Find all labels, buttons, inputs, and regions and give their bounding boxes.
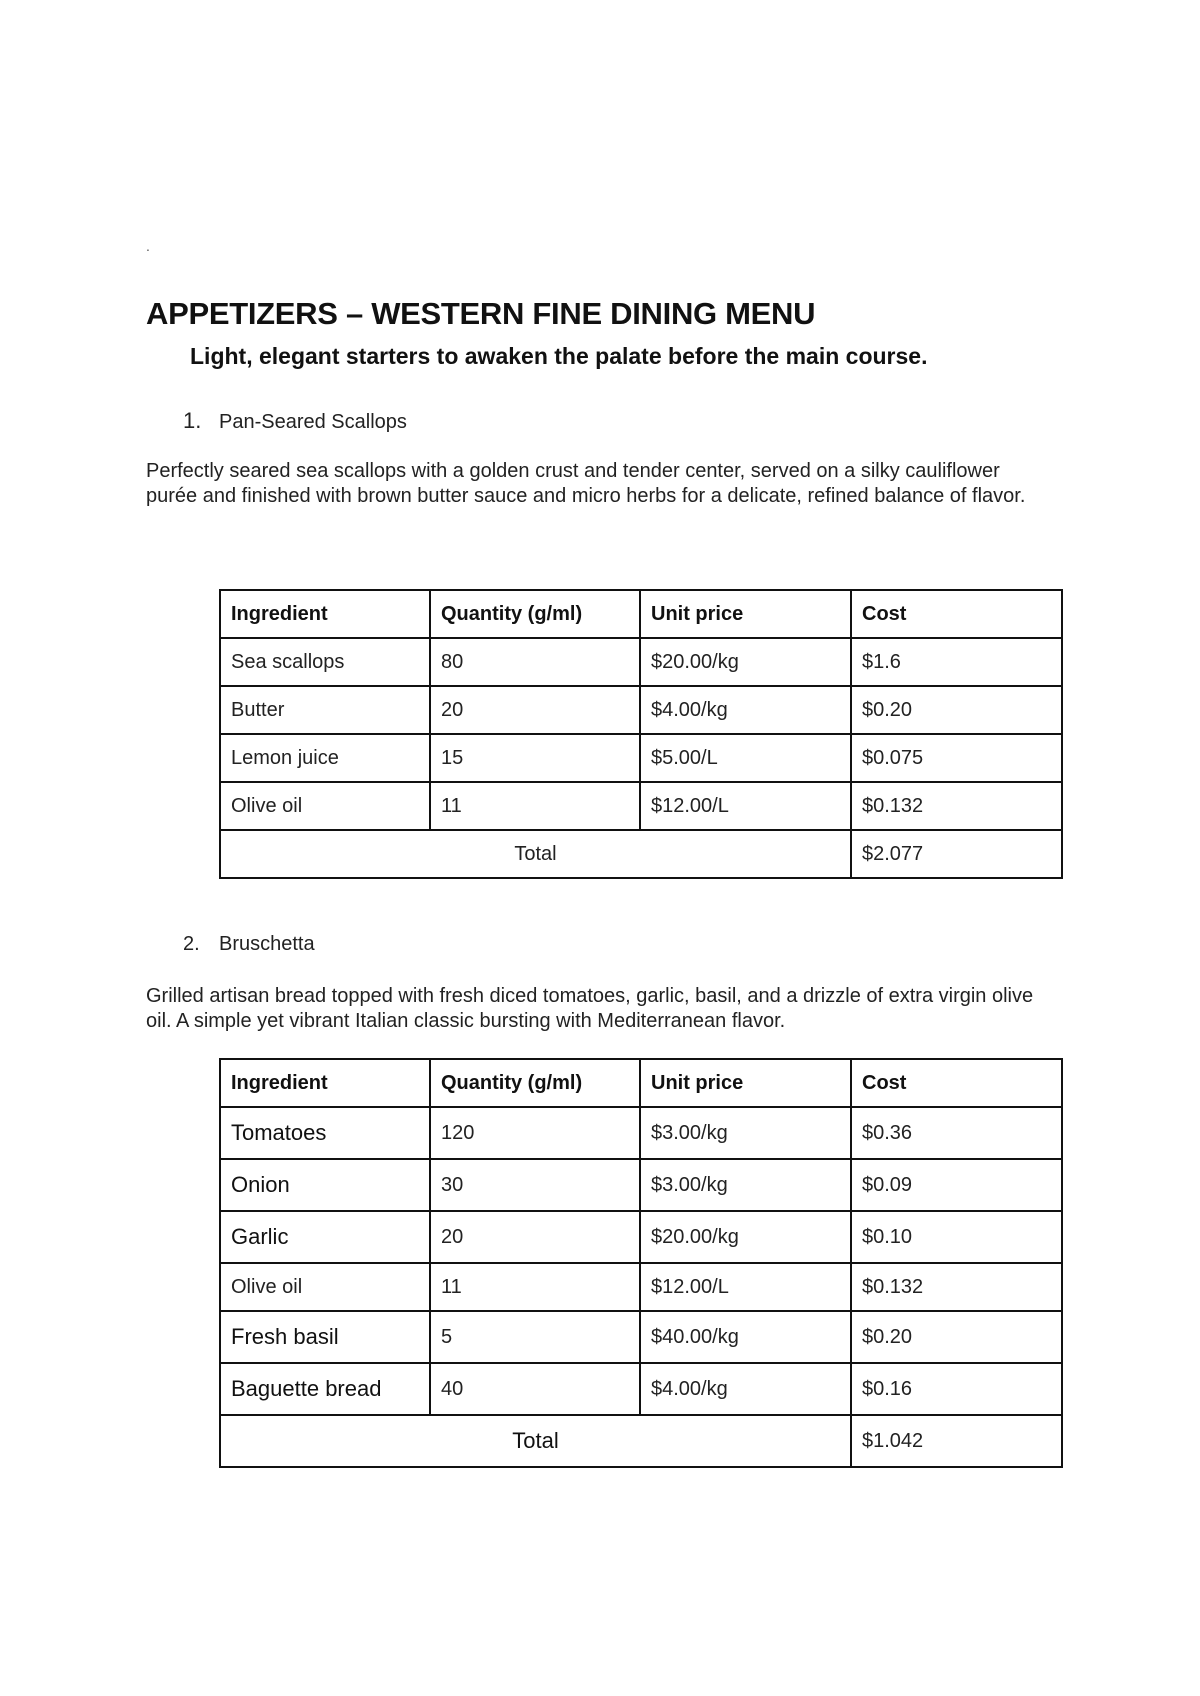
quantity-cell: 5 (430, 1311, 640, 1363)
table-row (220, 638, 1062, 686)
unit-price-cell: $3.00/kg (640, 1107, 851, 1159)
page-title: APPETIZERS – WESTERN FINE DINING MENU (146, 296, 816, 331)
table-row (220, 686, 1062, 734)
cost-cell: $0.132 (851, 782, 1062, 830)
header-cell: Ingredient (220, 590, 430, 638)
header-cell: Quantity (g/ml) (430, 1059, 640, 1107)
cost-cell: $0.09 (851, 1159, 1062, 1211)
table-header-row (220, 590, 1062, 638)
quantity-cell: 80 (430, 638, 640, 686)
quantity-cell: 11 (430, 782, 640, 830)
table-header-row (220, 1059, 1062, 1107)
unit-price-cell: $3.00/kg (640, 1159, 851, 1211)
quantity-cell: 20 (430, 686, 640, 734)
unit-price-cell: $20.00/kg (640, 638, 851, 686)
cost-table-2 (219, 1058, 1063, 1468)
cost-table-1 (219, 589, 1063, 879)
ingredient-cell: Tomatoes (220, 1107, 430, 1159)
quantity-cell: 40 (430, 1363, 640, 1415)
cost-cell: $0.132 (851, 1263, 1062, 1311)
unit-price-cell: $5.00/L (640, 734, 851, 782)
header-cell: Cost (851, 590, 1062, 638)
ingredient-cell: Sea scallops (220, 638, 430, 686)
unit-price-cell: $12.00/L (640, 1263, 851, 1311)
stray-dot: . (146, 238, 150, 254)
ingredient-cell: Butter (220, 686, 430, 734)
header-cell: Ingredient (220, 1059, 430, 1107)
unit-price-cell: $12.00/L (640, 782, 851, 830)
ingredient-cell: Fresh basil (220, 1311, 430, 1363)
table-row (220, 734, 1062, 782)
ingredient-cell: Garlic (220, 1211, 430, 1263)
total-label: Total (220, 1415, 851, 1467)
ingredient-cell: Olive oil (220, 782, 430, 830)
table-total-row (220, 1415, 1062, 1467)
unit-price-cell: $40.00/kg (640, 1311, 851, 1363)
item-name: Pan-Seared Scallops (219, 411, 407, 433)
ingredient-cell: Olive oil (220, 1263, 430, 1311)
unit-price-cell: $4.00/kg (640, 1363, 851, 1415)
cost-cell: $0.16 (851, 1363, 1062, 1415)
header-cell: Cost (851, 1059, 1062, 1107)
table-row (220, 1263, 1062, 1311)
table-row (220, 1311, 1062, 1363)
ingredient-cell: Lemon juice (220, 734, 430, 782)
quantity-cell: 15 (430, 734, 640, 782)
table-row (220, 1363, 1062, 1415)
table-total-row (220, 830, 1062, 878)
item-number: 2. (183, 933, 200, 955)
table-row (220, 1211, 1062, 1263)
cost-cell: $0.10 (851, 1211, 1062, 1263)
cost-cell: $0.36 (851, 1107, 1062, 1159)
ingredient-cell: Baguette bread (220, 1363, 430, 1415)
item-description-1: Perfectly seared sea scallops with a golden crust and tender center, served on a silky cauliflower purée and finished with brown butter sauce and micro herbs for a delicate, refined balance of flavor. (146, 460, 1026, 507)
header-cell: Unit price (640, 1059, 851, 1107)
header-cell: Unit price (640, 590, 851, 638)
cost-cell: $0.20 (851, 1311, 1062, 1363)
unit-price-cell: $4.00/kg (640, 686, 851, 734)
item-description-2: Grilled artisan bread topped with fresh diced tomatoes, garlic, basil, and a drizzle of extra virgin olive oil. A simple yet vibrant Italian classic bursting with Mediterranean flavor. (146, 985, 1034, 1032)
page-subtitle: Light, elegant starters to awaken the palate before the main course. (190, 343, 928, 369)
item-number: 1. (183, 408, 202, 433)
cost-cell: $1.6 (851, 638, 1062, 686)
total-label: Total (220, 830, 851, 878)
table-row (220, 1107, 1062, 1159)
header-cell: Quantity (g/ml) (430, 590, 640, 638)
quantity-cell: 120 (430, 1107, 640, 1159)
unit-price-cell: $20.00/kg (640, 1211, 851, 1263)
total-value: $2.077 (851, 830, 1062, 878)
quantity-cell: 20 (430, 1211, 640, 1263)
quantity-cell: 30 (430, 1159, 640, 1211)
table-row (220, 782, 1062, 830)
cost-cell: $0.20 (851, 686, 1062, 734)
total-value: $1.042 (851, 1415, 1062, 1467)
item-heading-2 (183, 933, 315, 956)
quantity-cell: 11 (430, 1263, 640, 1311)
ingredient-cell: Onion (220, 1159, 430, 1211)
cost-cell: $0.075 (851, 734, 1062, 782)
item-heading-1 (183, 408, 407, 434)
table-row (220, 1159, 1062, 1211)
item-name: Bruschetta (219, 933, 315, 955)
